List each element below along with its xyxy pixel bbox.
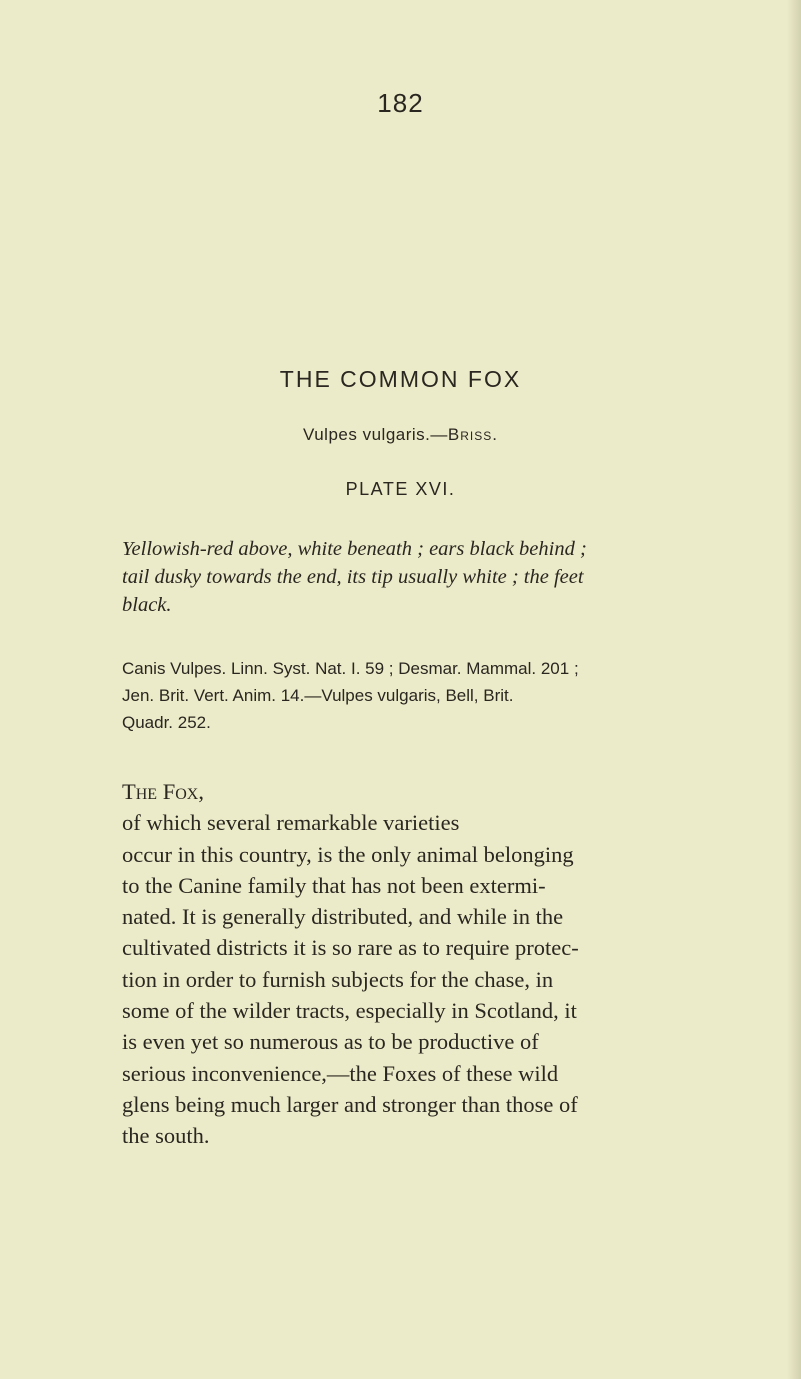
body-paragraph [122,776,762,1152]
body-line: serious inconvenience,—the Foxes of these wild [122,1060,559,1086]
plate-reference: PLATE XVI. [345,479,456,499]
binomial-latin: Vulpes vulgaris.— [303,425,448,444]
body-line: occur in this country, is the only animal belonging [122,841,574,867]
first-line-rest: of which several remarkable varieties [122,810,460,836]
description-line: tail dusky towards the end, its tip usually white ; the feet [122,566,584,588]
species-title: THE COMMON FOX [279,366,522,392]
body-line: is even yet so numerous as to be productive of [122,1029,539,1055]
body-line: tion in order to furnish subjects for the chase, in [122,966,554,992]
page-edge-shadow [787,0,801,1379]
body-line: the south. [122,1123,210,1149]
body-line: to the Canine family that has not been extermi- [122,872,546,898]
species-description [122,535,762,619]
description-line: Yellowish-red above, white beneath ; ears black behind ; [122,538,587,560]
binomial-name [0,425,801,445]
page-number: 182 [377,88,424,118]
body-line: cultivated districts it is so rare as to require protec- [122,935,579,961]
synonymy-line: Quadr. 252. [122,713,211,732]
synonymy-line: Jen. Brit. Vert. Anim. 14.—Vulpes vulgaris, Bell, Brit. [122,686,514,705]
lead-word: The Fox, [122,779,204,804]
binomial-authority: Briss. [447,425,498,444]
description-line: black. [122,594,172,616]
body-line: some of the wilder tracts, especially in Scotland, it [122,998,577,1024]
synonymy-line: Canis Vulpes. Linn. Syst. Nat. I. 59 ; Desmar. Mammal. 201 ; [122,659,579,678]
body-line: nated. It is generally distributed, and while in the [122,904,564,930]
synonymy-references [122,655,762,736]
body-line [122,776,762,839]
body-line: glens being much larger and stronger than those of [122,1091,578,1117]
